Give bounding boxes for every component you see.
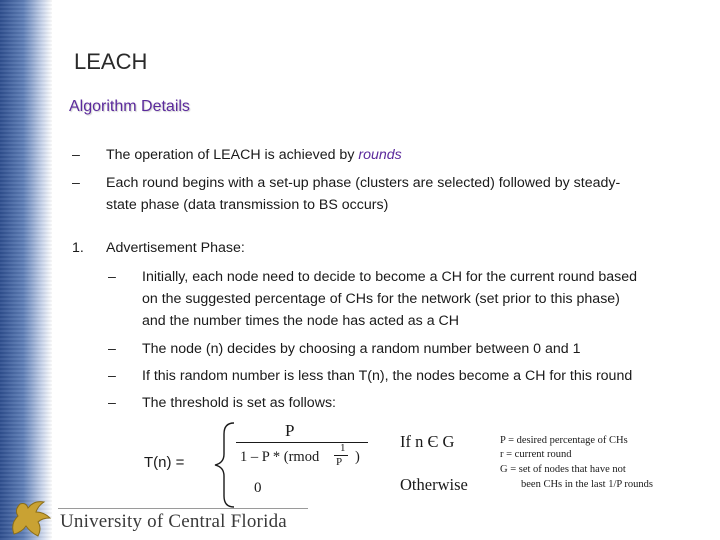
formula-condition-otherwise: Otherwise xyxy=(400,475,468,494)
legend-g: G = set of nodes that have not xyxy=(500,464,626,475)
formula-zero: 0 xyxy=(254,480,262,496)
bullet-round-phases-line1: Each round begins with a set-up phase (clusters are selected) followed by steady- xyxy=(106,175,621,191)
legend-p: P = desired percentage of CHs xyxy=(500,435,628,446)
pegasus-logo-icon xyxy=(4,496,56,540)
legend-g-continued: been CHs in the last 1/P rounds xyxy=(521,479,654,490)
slide-title: LEACH xyxy=(74,49,148,74)
footer-rule xyxy=(58,508,308,509)
sub-bullet-initially-line3: and the number times the node has acted as a CH xyxy=(142,313,460,329)
sub-bullet-initially-line2: on the suggested percentage of CHs for the network (set prior to this phase) xyxy=(142,291,620,307)
sub-bullet-marker: – xyxy=(108,341,116,357)
bullet-marker: – xyxy=(72,147,80,163)
formula-lhs: T(n) = xyxy=(144,454,185,471)
sub-bullet-threshold-compare: If this random number is less than T(n), the nodes become a CH for this round xyxy=(142,368,633,384)
formula-numerator: P xyxy=(285,421,295,440)
formula-denominator: 1 – P * (rmod xyxy=(240,449,320,465)
sub-bullet-marker: – xyxy=(108,368,116,384)
sub-bullet-initially-line1: Initially, each node need to decide to become a CH for the current round based xyxy=(142,269,638,285)
bullet-rounds xyxy=(106,144,402,166)
sub-bullet-marker: – xyxy=(108,395,116,411)
bullet-rounds-text: The operation of LEACH is achieved by xyxy=(106,147,359,163)
bullet-marker: – xyxy=(72,175,80,191)
sub-bullet-marker: – xyxy=(108,269,116,285)
left-decorative-band xyxy=(0,0,52,540)
sub-bullet-threshold-set: The threshold is set as follows: xyxy=(142,395,336,411)
university-wordmark: University of Central Florida xyxy=(60,511,287,532)
formula-close-paren: ) xyxy=(355,449,360,465)
bullet-round-phases-line2: state phase (data transmission to BS occurs) xyxy=(106,197,389,213)
formula-fraction-bar xyxy=(236,442,368,443)
sub-bullet-random-number: The node (n) decides by choosing a random number between 0 and 1 xyxy=(142,341,581,357)
legend-r: r = current round xyxy=(500,449,572,460)
slide-subtitle: Algorithm Details xyxy=(69,98,190,115)
formula-condition-member: If n Є G xyxy=(400,432,455,451)
bullet-rounds-emphasis: rounds xyxy=(358,147,402,163)
advertisement-phase-heading: Advertisement Phase: xyxy=(106,240,245,256)
formula-inner-denominator: P xyxy=(336,456,343,468)
numbered-marker: 1. xyxy=(72,240,84,256)
threshold-formula xyxy=(140,418,700,508)
formula-inner-numerator: 1 xyxy=(340,442,346,454)
